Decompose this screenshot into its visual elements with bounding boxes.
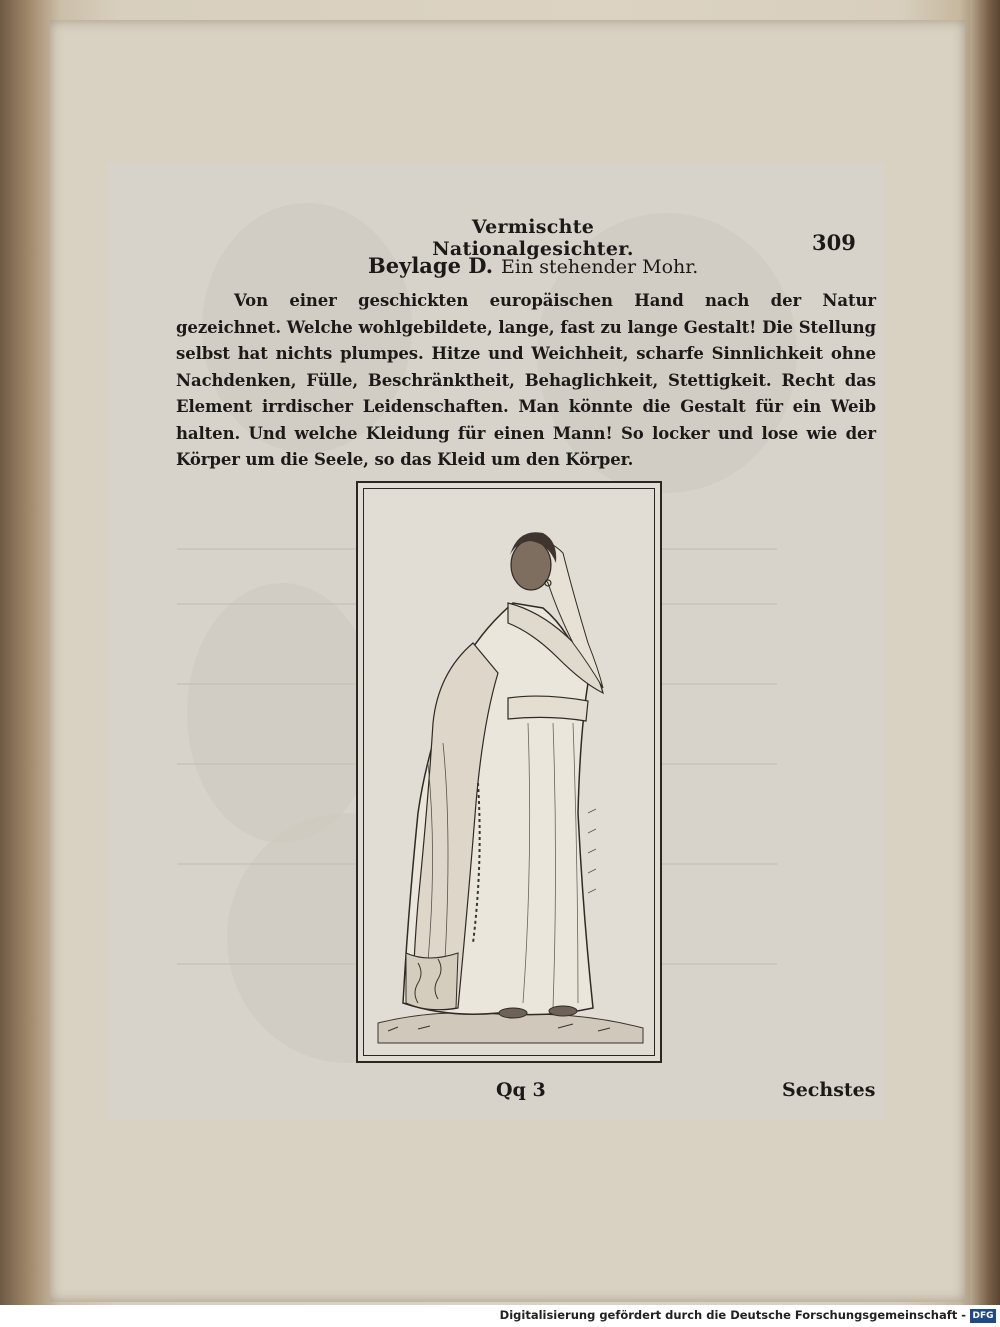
heading-label: Beylage D.	[368, 253, 494, 278]
engraving-frame	[356, 481, 662, 1063]
page-number: 309	[812, 230, 856, 255]
section-heading	[368, 253, 728, 278]
signature-mark: Qq 3	[496, 1079, 546, 1101]
show-through-ornament	[187, 583, 377, 843]
heading-title: Ein stehender Mohr.	[501, 256, 699, 278]
book-edge	[970, 0, 1000, 1305]
body-paragraph: Von einer geschickten europäischen Hand nach der Natur gezeichnet. Welche wohlgebildete, lange, fast zu lange Gestalt! Die Stellung selbst hat nichts plumpes. Hitze und Weichheit, scharfe Sinnlichkeit ohne Nachdenken, Fülle, Beschränktheit, Behaglichkeit, Stettigkeit. Recht das Element irrdischer Leidenschaften. Man könnte die Gestalt für ein Weib halten. Und welche Kleidung für einen Mann! So locker und lose wie der Körper um die Seele, so das Kleid um den Körper.	[176, 291, 876, 469]
catchword: Sechstes	[782, 1079, 876, 1101]
dfg-logo[interactable]: DFG	[970, 1309, 996, 1323]
footer-bar	[0, 1305, 1000, 1327]
footer-credit: Digitalisierung gefördert durch die Deutsche Forschungsgemeinschaft -	[499, 1308, 966, 1322]
running-head: Vermischte Nationalgesichter.	[432, 216, 634, 260]
engraving-standing-figure-icon	[358, 483, 660, 1061]
